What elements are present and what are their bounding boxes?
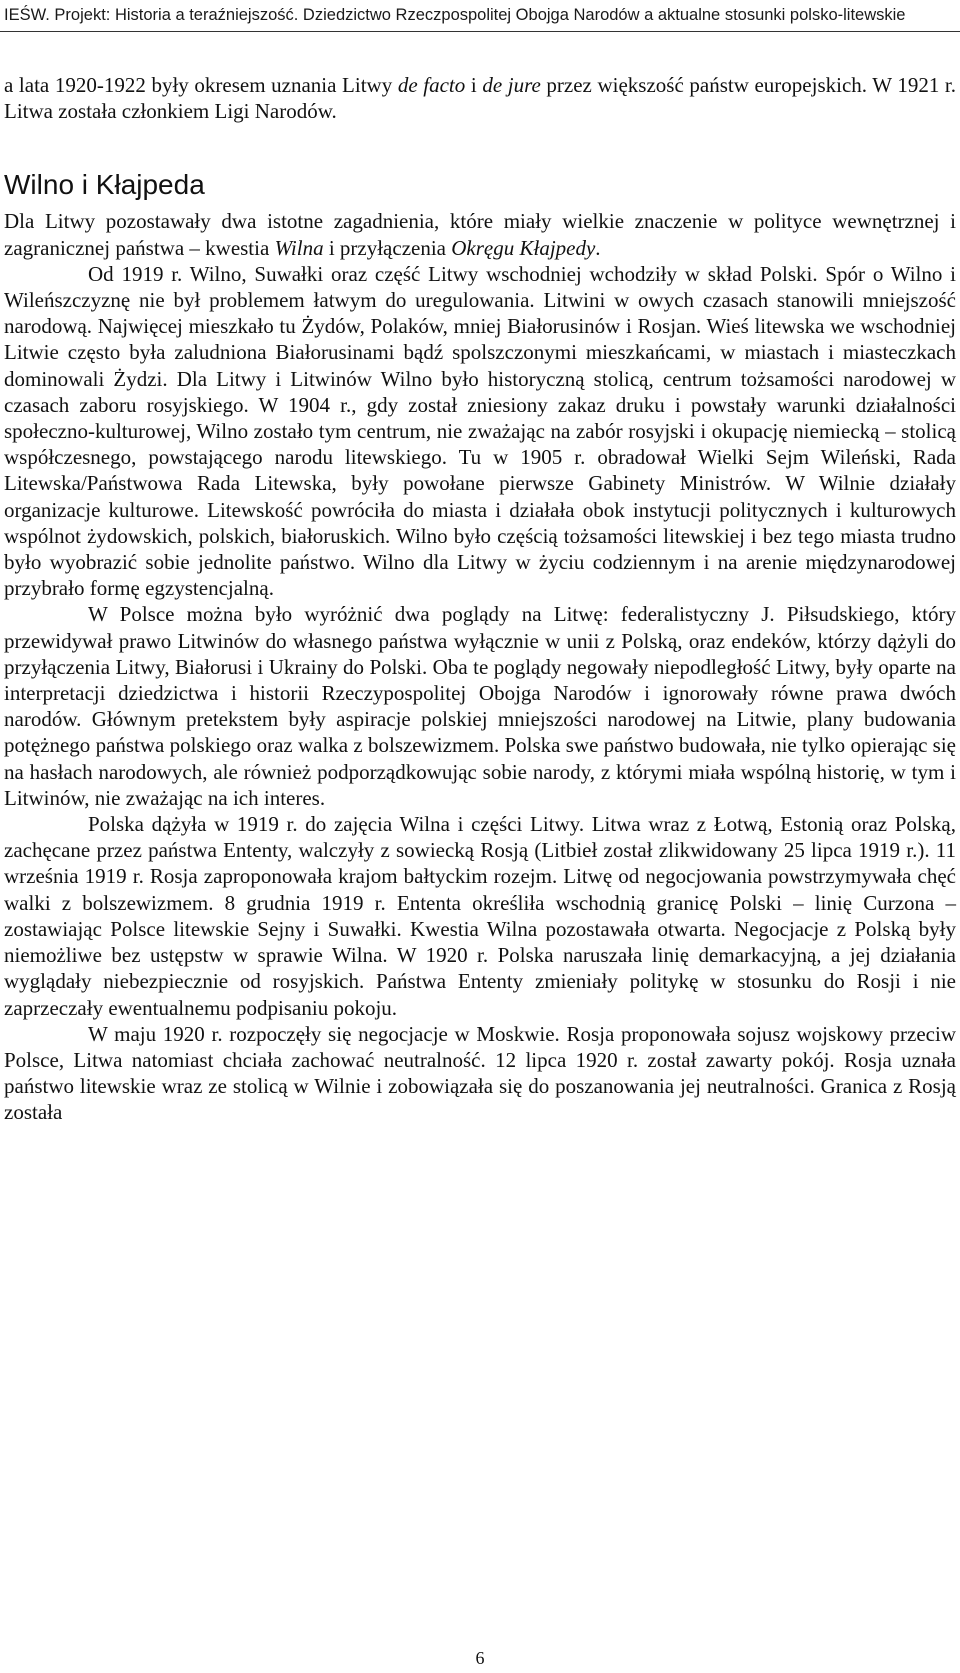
intro-italic-de-facto: de facto (397, 73, 466, 97)
body-paragraph-2: W Polsce można było wyróżnić dwa poglądy na Litwę: federalistyczny J. Piłsudskiego, który przewidywał prawo Litwinów do własnego państwa wyłącznie w unii z Polską, oraz endeków, którzy dążyli do przyłączenia Litwy, Białorusi i Ukrainy do Polski. Oba te poglądy negowały niepodległość Litwy, były oparte na interpretacji dziedzictwa i historii Rzeczypospolitej Obojga Narodów i ignorowały równe prawa dwóch narodów. Głównym pretekstem były aspiracje polskiej mniejszości narodowej na Litwie, plany budowania potężnego państwa polskiego oraz walka z bolszewizmem. Polska swe państwo budowała, nie tylko opierając się na hasłach narodowych, ale również podporządkowując sobie narody, z którymi miała wspólną historię, w tym i Litwinów, nie zważając na ich interes. (4, 602, 956, 810)
body-paragraph-4: W maju 1920 r. rozpoczęły się negocjacje w Moskwie. Rosja proponowała sojusz wojskowy przeciw Polsce, Litwa natomiast chciała zachować neutralność. 12 lipca 1920 r. został zawarty pokój. Rosja uznała państwo litewskie wraz ze stolicą w Wilnie i zobowiązała się do poszanowania jej neutralności. Granica z Rosją została (4, 1021, 956, 1125)
section-title: Wilno i Kłajpeda (4, 169, 205, 201)
lead-text-2: i przyłączenia (323, 235, 452, 260)
running-header: IEŚW. Projekt: Historia a teraźniejszość. Dziedzictwo Rzeczpospolitej Obojga Narodów a aktualne stosunki polsko-litewskie (4, 6, 906, 24)
intro-text-2: i (465, 73, 483, 97)
lead-text-1: Dla Litwy pozostawały dwa istotne zagadnienia, które miały wielkie znaczenie w polityce wewnętrznej i zagranicznej państwa – kwestia (4, 209, 956, 260)
intro-text-1: a lata 1920-1922 były okresem uznania Litwy (4, 73, 398, 97)
lead-text-3: . (595, 235, 601, 260)
lead-italic-wilna: Wilna (274, 235, 324, 260)
page-number: 6 (475, 1648, 485, 1668)
intro-text-3: przez większość państw europejskich. W 1921 r. Litwa została członkiem Ligi Narodów. (4, 73, 957, 124)
body-paragraph-1: Od 1919 r. Wilno, Suwałki oraz część Litwy wschodniej wchodziły w skład Polski. Spór o Wilno i Wileńszczyznę nie był problemem łatwym do uregulowania. Litwini w owych czasach stanowili mniejszość narodową. Najwięcej mieszkało tu Żydów, Polaków, mniej Białorusinów i Rosjan. Wieś litewska we wschodniej Litwie często była zaludniona Białorusinami bądź spolszczonymi mieszkańcami, w miastach i miasteczkach dominowali Żydzi. Dla Litwy i Litwinów Wilno było historyczną stolicą, centrum tożsamości narodowej w czasach zaboru rosyjskiego. W 1904 r., gdy został zniesiony zakaz druku i powstały warunki działalności społeczno-kulturowej, Wilno zostało tym centrum, nie zważając na zabór rosyjski i okupację niemiecką – stolicą współczesnego, powstającego narodu litewskiego. Tu w 1905 r. obradował Wielki Sejm Wileński, Rada Litewska/Państwowa Rada Litewska, były powołane pierwsze Gabinety Ministrów. W Wilnie działały organizacje kulturowe. Litewskość powróciła do miasta i działała obok instytucji politycznych i kulturowych wspólnot żydowskich, polskich, białoruskich. Wilno było częścią tożsamości litewskiej i bez tego miasta trudno było wyobrazić sobie jednolite państwo. Wilno dla Litwy w życiu codziennym i na arenie międzynarodowej przybrało formę egzystencjalną. (4, 261, 956, 601)
intro-paragraph (4, 72, 956, 124)
document-body (4, 72, 956, 1126)
intro-italic-de-jure: de jure (482, 73, 541, 97)
lead-paragraph (4, 208, 956, 260)
lead-italic-okregu: Okręgu Kłajpedy (451, 235, 596, 260)
header-rule (0, 31, 960, 32)
body-paragraph-3: Polska dążyła w 1919 r. do zajęcia Wilna i części Litwy. Litwa wraz z Łotwą, Estonią oraz Polską, zachęcane przez państwa Ententy, walczyły z sowiecką Rosją (Litbieł został zlikwidowany 25 lipca 1919 r.). 11 września 1919 r. Rosja zaproponowała krajom bałtyckim rozejm. Litwę od negocjowania powstrzymywała chęć walki z bolszewizmem. 8 grudnia 1919 r. Ententa określiła wschodnią granicę Polski – linię Curzona – zostawiając Polsce litewskie Sejny i Suwałki. Kwestia Wilna pozostawała otwarta. Negocjacje z Polską były niemożliwe bez ustępstw w sprawie Wilna. W 1920 r. Polska naruszała linię demarkacyjną, a jej działania wyglądały niebezpiecznie od rosyjskich. Państwa Ententy zmieniały politykę w stosunku do Rosji i nie zaprzeczały ewentualnemu podpisaniu pokoju. (4, 812, 956, 1020)
